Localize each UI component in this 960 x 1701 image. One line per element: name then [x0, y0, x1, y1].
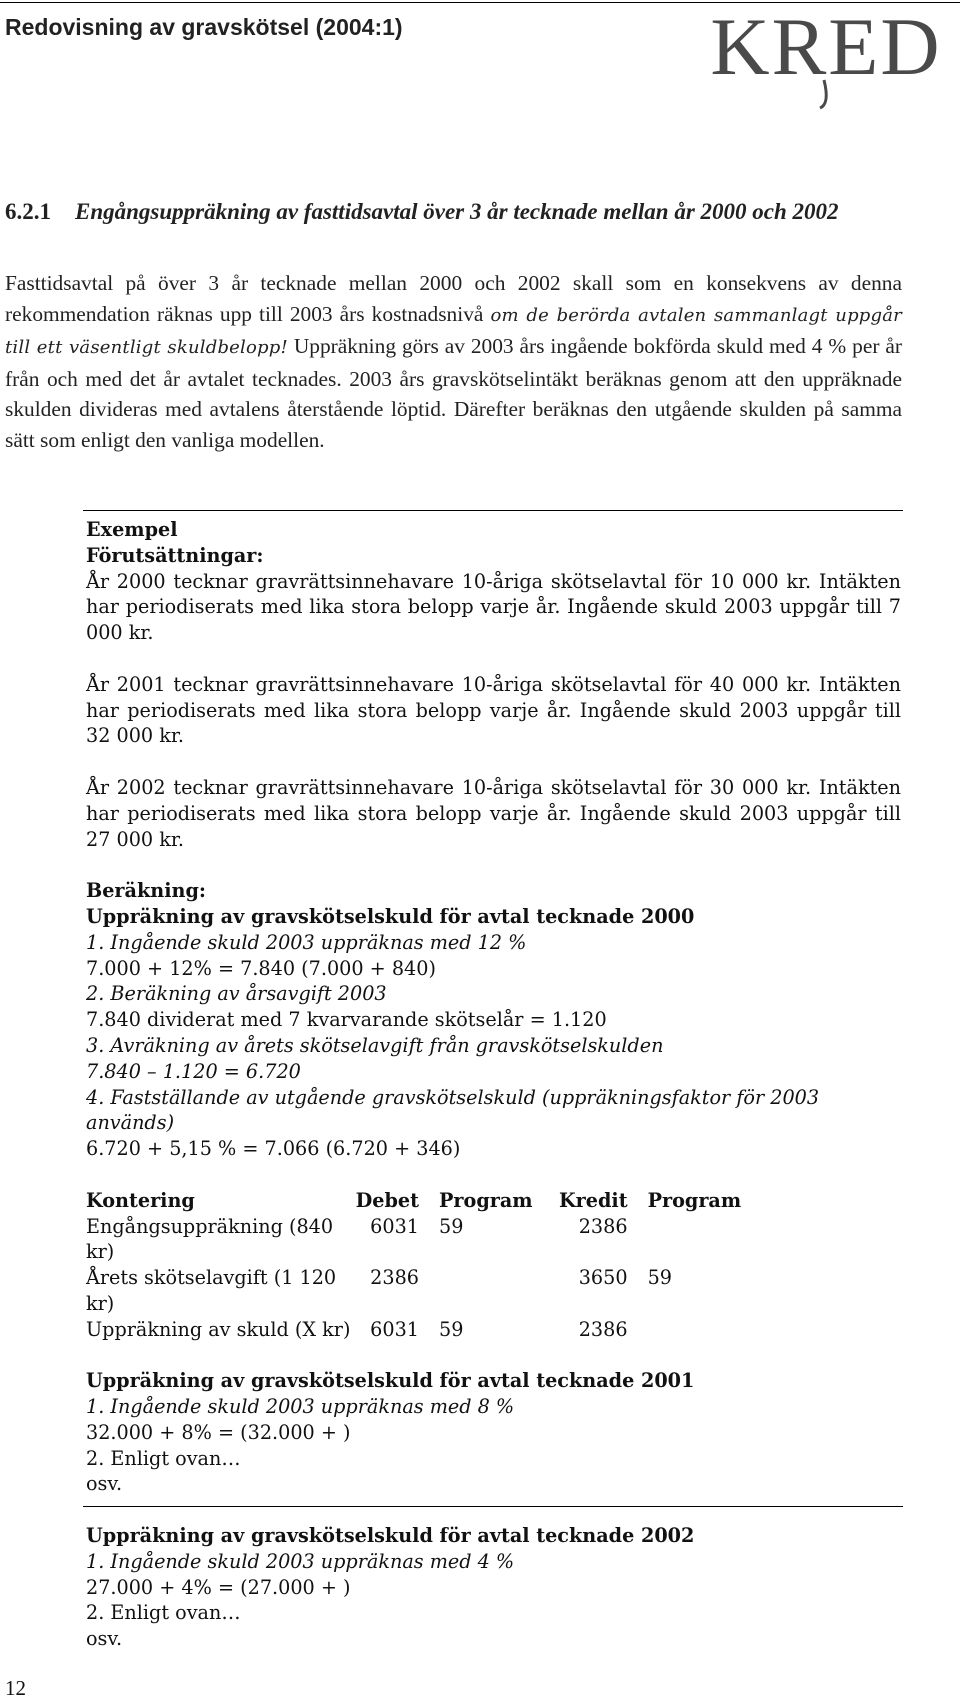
cell: 2386 — [578, 1317, 628, 1341]
kontering-header-row — [86, 1188, 748, 1214]
step1-calc: 7.000 + 12% = 7.840 (7.000 + 840) — [86, 956, 436, 980]
page-header — [0, 0, 960, 110]
intro-text-1: Fasttidsavtal på över 3 år tecknade mellan 2000 och 2002 skall som en konsekvens av denna rekommendation räknas upp till 2003 års kostnadsnivå — [5, 271, 902, 326]
block-2002-step1-label: 1. Ingående skuld 2003 uppräknas med 4 % — [86, 1549, 515, 1573]
cell — [648, 1317, 748, 1343]
block-2001-step2: 2. Enligt ovan… — [86, 1446, 241, 1470]
page-number: 12 — [5, 1676, 26, 1700]
block-2001-step1-label: 1. Ingående skuld 2003 uppräknas med 8 % — [86, 1395, 515, 1419]
step2-calc: 7.840 dividerat med 7 kvarvarande skötselår = 1.120 — [86, 1008, 607, 1032]
logo-text: KRED — [710, 4, 942, 92]
col-program-debet: Program — [439, 1188, 533, 1212]
prereq-2000: År 2000 tecknar gravrättsinnehavare 10-åriga skötselavtal för 10 000 kr. Intäkten har periodiserats med lika stora belopp varje år. Ingående skuld 2003 uppgår till 7 000 kr. — [86, 569, 901, 645]
block-2001-title: Uppräkning av gravskötselskuld för avtal tecknade 2001 — [86, 1369, 695, 1393]
col-program-kredit: Program — [647, 1188, 742, 1212]
section-number: 6.2.1 — [5, 199, 51, 224]
cell: 2386 — [578, 1214, 628, 1238]
step3-calc: 7.840 – 1.120 = 6.720 — [86, 1059, 301, 1083]
section-title: Engångsuppräkning av fasttidsavtal över 3 år tecknade mellan år 2000 och 2002 — [75, 199, 839, 224]
block-2001-etc: osv. — [86, 1472, 123, 1496]
section-heading — [5, 196, 905, 227]
col-debet: Debet — [355, 1188, 419, 1212]
prereq-2002: År 2002 tecknar gravrättsinnehavare 10-åriga skötselavtal för 30 000 kr. Intäkten har periodiserats med lika stora belopp varje år. Ingående skuld 2003 uppgår till 27 000 kr. — [86, 775, 901, 851]
cell — [439, 1265, 559, 1317]
cell: Engångsuppräkning (840 kr) — [86, 1214, 334, 1264]
cell: 2386 — [370, 1266, 419, 1290]
table-row — [86, 1214, 748, 1266]
header-rule — [0, 2, 960, 3]
cell — [648, 1214, 748, 1266]
document-title: Redovisning av gravskötsel (2004:1) — [5, 14, 403, 40]
cell: 6031 — [370, 1317, 419, 1341]
cell: 3650 — [578, 1266, 628, 1290]
prereq-2001: År 2001 tecknar gravrättsinnehavare 10-åriga skötselavtal för 40 000 kr. Intäkten har periodiserats med lika stora belopp varje år. Ingående skuld 2003 uppgår till 32 000 kr. — [86, 672, 901, 748]
cell: 6031 — [370, 1214, 419, 1238]
cell: 59 — [439, 1317, 464, 1341]
step1-label: 1. Ingående skuld 2003 uppräknas med 12 % — [86, 930, 527, 954]
prereq-heading: Förutsättningar: — [86, 543, 264, 567]
block-2000-title: Uppräkning av gravskötselskuld för avtal tecknade 2000 — [86, 904, 695, 928]
table-row — [86, 1265, 748, 1317]
example-content — [86, 517, 901, 1652]
block-2002-title: Uppräkning av gravskötselskuld för avtal tecknade 2002 — [86, 1524, 695, 1548]
cell: 59 — [439, 1214, 464, 1238]
block-2002-step1-calc: 27.000 + 4% = (27.000 + ) — [86, 1575, 351, 1599]
col-kontering: Kontering — [86, 1188, 195, 1212]
kred-logo — [692, 4, 960, 110]
cell: Årets skötselavgift (1 120 kr) — [86, 1266, 337, 1315]
cell: 59 — [647, 1266, 672, 1290]
step3-label: 3. Avräkning av årets skötselavgift från gravskötselskulden — [86, 1033, 664, 1057]
col-kredit: Kredit — [559, 1188, 628, 1212]
block-2002-etc: osv. — [86, 1627, 123, 1651]
example-heading: Exempel — [86, 518, 178, 541]
block-2002-step2: 2. Enligt ovan… — [86, 1601, 241, 1625]
step4-label: 4. Fastställande av utgående gravskötselskuld (uppräkningsfaktor för 2003 används) — [86, 1085, 820, 1135]
block-2001-step1-calc: 32.000 + 8% = (32.000 + ) — [86, 1420, 351, 1444]
step4-calc: 6.720 + 5,15 % = 7.066 (6.720 + 346) — [86, 1137, 461, 1161]
intro-text-2: Uppräkning görs av 2003 års ingående bokförda skuld med 4 % per år från och med det år avtalet tecknades. 2003 års gravskötselintäkt beräknas genom att den uppräknade skulden divideras med avtalens återstående löptid. Därefter beräknas den utgående skulden på samma sätt som enligt den vanliga modellen. — [5, 334, 903, 452]
cell: Uppräkning av skuld (X kr) — [86, 1317, 351, 1341]
kontering-table — [86, 1188, 748, 1343]
step2-label: 2. Beräkning av årsavgift 2003 — [86, 982, 387, 1006]
calc-heading: Beräkning: — [86, 879, 206, 903]
intro-paragraph — [5, 268, 902, 456]
intro-italic: om de berörda avtalen sammanlagt uppgår till ett väsentligt skuldbelopp! — [5, 304, 902, 359]
table-row — [86, 1317, 748, 1343]
example-box — [83, 510, 903, 1651]
